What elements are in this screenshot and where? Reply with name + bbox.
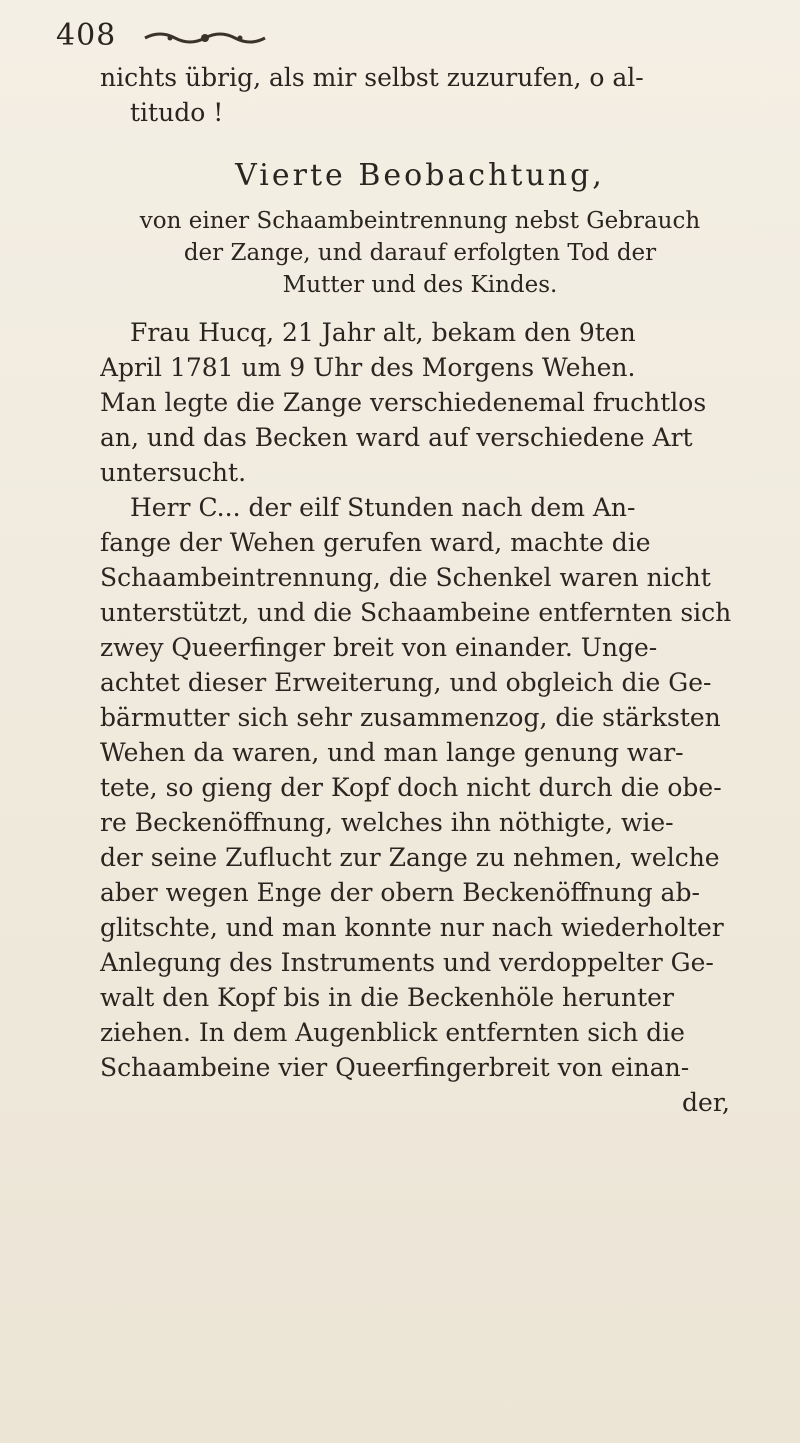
text-line: der seine Zuflucht zur Zange zu nehmen, welche xyxy=(100,843,720,872)
text-line: titudo ! xyxy=(130,98,224,127)
text-line: untersucht. xyxy=(100,458,247,487)
subheading-line: von einer Schaambeintrennung nebst Gebrauch xyxy=(139,208,701,234)
catchword: der, xyxy=(682,1088,730,1117)
text-line: nichts übrig, als mir selbst zuzurufen, o al- xyxy=(100,63,644,92)
text-line: an, und das Becken ward auf verschiedene Art xyxy=(100,423,693,452)
text-line: Schaambeintrennung, die Schenkel waren nicht xyxy=(100,563,711,592)
text-line: bärmutter sich sehr zusammenzog, die stärksten xyxy=(100,703,721,732)
page-header xyxy=(40,18,760,58)
text-line: walt den Kopf bis in die Beckenhöle herunter xyxy=(100,983,674,1012)
subheading-line: Mutter und des Kindes. xyxy=(282,272,558,298)
text-line: glitschte, und man konnte nur nach wiederholter xyxy=(100,913,724,942)
intro-paragraph xyxy=(100,60,740,130)
text-line: April 1781 um 9 Uhr des Morgens Wehen. xyxy=(100,353,636,382)
text-line: Herr C... der eilf Stunden nach dem An- xyxy=(130,493,636,522)
text-line: Frau Hucq, 21 Jahr alt, bekam den 9ten xyxy=(130,318,636,347)
page-number: 408 xyxy=(56,18,117,53)
text-line: Schaambeine vier Queerfingerbreit von einan- xyxy=(100,1053,690,1082)
text-line: zwey Queerfinger breit von einander. Unge- xyxy=(100,633,658,662)
text-line: ziehen. In dem Augenblick entfernten sich die xyxy=(100,1018,685,1047)
text-line: achtet dieser Erweiterung, und obgleich die Ge- xyxy=(100,668,712,697)
section-heading: Vierte Beobachtung, xyxy=(235,158,605,193)
text-line: fange der Wehen gerufen ward, machte die xyxy=(100,528,651,557)
subheading-line: der Zange, und darauf erfolgten Tod der xyxy=(183,240,657,266)
text-line: unterstützt, und die Schaambeine entfernten sich xyxy=(100,598,732,627)
text-line: Wehen da waren, und man lange genung war- xyxy=(100,738,684,767)
main-paragraph xyxy=(100,315,740,1120)
text-line: re Beckenöffnung, welches ihn nöthigte, wie- xyxy=(100,808,674,837)
ornament-icon xyxy=(140,28,270,48)
text-line: tete, so gieng der Kopf doch nicht durch die obe- xyxy=(100,773,722,802)
text-line: aber wegen Enge der obern Beckenöffnung ab- xyxy=(100,878,700,907)
section-subheading xyxy=(100,205,740,301)
text-line: Anlegung des Instruments und verdoppelter Ge- xyxy=(100,948,714,977)
page-body xyxy=(100,60,740,1120)
text-line: Man legte die Zange verschiedenemal fruchtlos xyxy=(100,388,707,417)
